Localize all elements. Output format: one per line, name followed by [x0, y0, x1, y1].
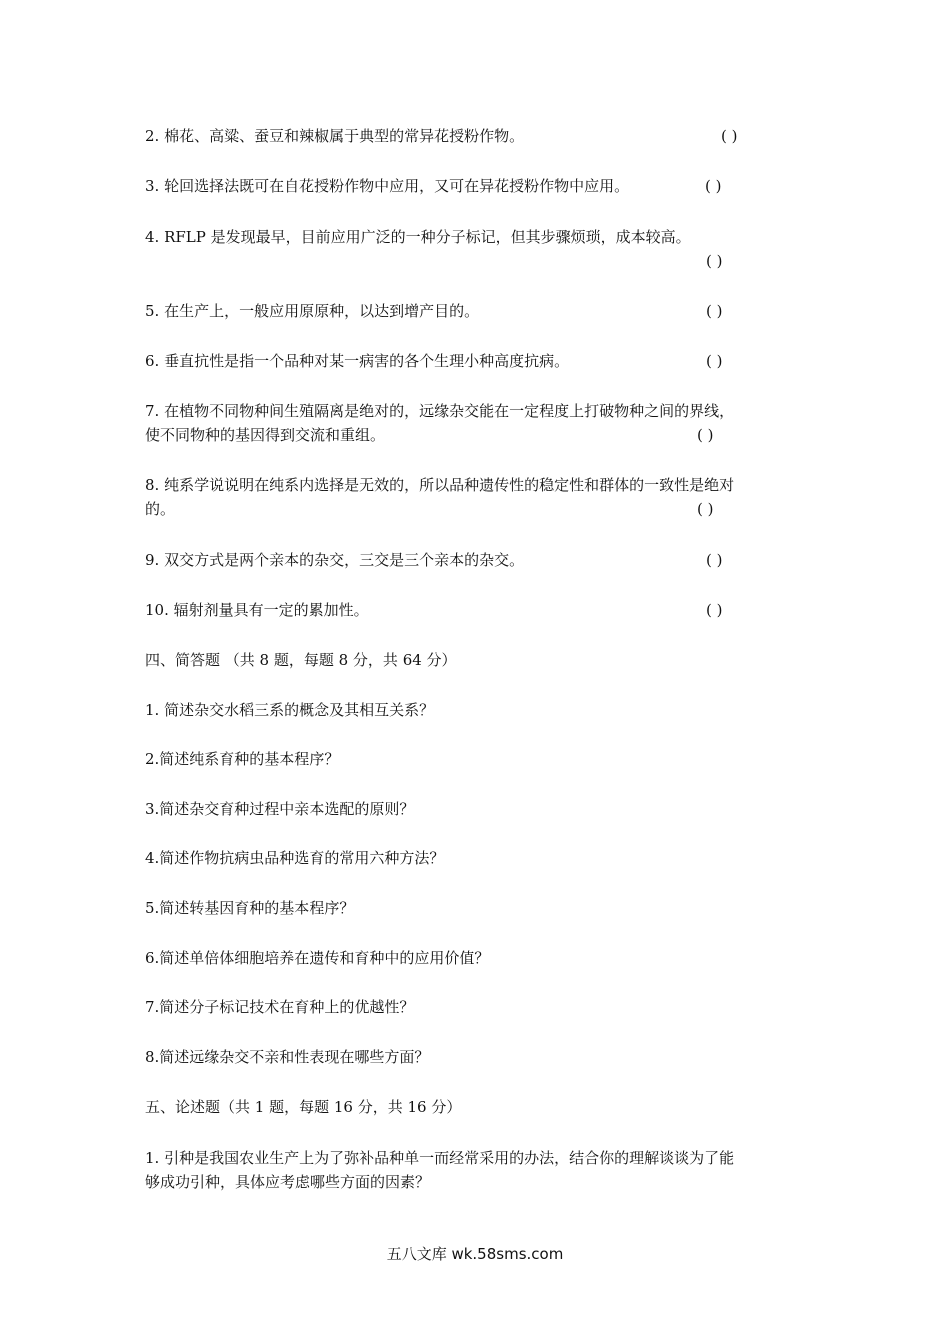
section-heading-essay: 五、论述题（共 1 题，每题 16 分，共 16 分）	[145, 1098, 462, 1116]
short-answer-item-2: 2.简述纯系育种的基本程序？	[145, 750, 340, 768]
essay-item-1-line2: 够成功引种，具体应考虑哪些方面的因素？	[145, 1173, 431, 1191]
tf-item-3-blank: ( )	[705, 177, 722, 195]
short-answer-item-6: 6.简述单倍体细胞培养在遗传和育种中的应用价值？	[145, 949, 490, 967]
short-answer-item-5: 5.简述转基因育种的基本程序？	[145, 899, 355, 917]
tf-item-10: 10. 辐射剂量具有一定的累加性。	[145, 601, 369, 619]
short-answer-item-3: 3.简述杂交育种过程中亲本选配的原则？	[145, 800, 415, 818]
tf-item-8-line1: 8. 纯系学说说明在纯系内选择是无效的，所以品种遗传性的稳定性和群体的一致性是绝对	[145, 476, 735, 494]
tf-item-4: 4. RFLP 是发现最早，目前应用广泛的一种分子标记，但其步骤烦琐，成本较高。	[145, 228, 691, 246]
tf-item-3: 3. 轮回选择法既可在自花授粉作物中应用，又可在异花授粉作物中应用。	[145, 177, 630, 195]
tf-item-7-line2: 使不同物种的基因得到交流和重组。	[145, 426, 386, 444]
tf-item-7-blank: ( )	[697, 426, 714, 444]
tf-item-6-blank: ( )	[706, 352, 723, 370]
tf-item-9-blank: ( )	[706, 551, 723, 569]
footer-watermark-text: 五八文库 wk.58sms.com	[386, 1245, 564, 1263]
tf-item-6: 6. 垂直抗性是指一个品种对某一病害的各个生理小种高度抗病。	[145, 352, 570, 370]
tf-item-2: 2. 棉花、高粱、蚕豆和辣椒属于典型的常异花授粉作物。	[145, 127, 525, 145]
essay-item-1-line1: 1. 引种是我国农业生产上为了弥补品种单一而经常采用的办法，结合你的理解谈谈为了能	[145, 1149, 735, 1167]
short-answer-item-4: 4.简述作物抗病虫品种选育的常用六种方法？	[145, 849, 445, 867]
tf-item-2-blank: ( )	[721, 127, 738, 145]
section-heading-short-answer: 四、简答题 （共 8 题，每题 8 分，共 64 分）	[145, 651, 457, 669]
tf-item-4-blank: ( )	[706, 252, 723, 270]
tf-item-5-blank: ( )	[706, 302, 723, 320]
tf-item-10-blank: ( )	[706, 601, 723, 619]
tf-item-7-line1: 7. 在植物不同物种间生殖隔离是绝对的，远缘杂交能在一定程度上打破物种之间的界线，	[145, 402, 735, 420]
tf-item-8-line2: 的。	[145, 500, 176, 518]
tf-item-5: 5. 在生产上，一般应用原原种，以达到增产目的。	[145, 302, 480, 320]
short-answer-item-7: 7.简述分子标记技术在育种上的优越性？	[145, 998, 415, 1016]
short-answer-item-8: 8.简述远缘杂交不亲和性表现在哪些方面？	[145, 1048, 430, 1066]
tf-item-9: 9. 双交方式是两个亲本的杂交，三交是三个亲本的杂交。	[145, 551, 525, 569]
short-answer-item-1: 1. 简述杂交水稻三系的概念及其相互关系？	[145, 701, 435, 719]
tf-item-8-blank: ( )	[697, 500, 714, 518]
